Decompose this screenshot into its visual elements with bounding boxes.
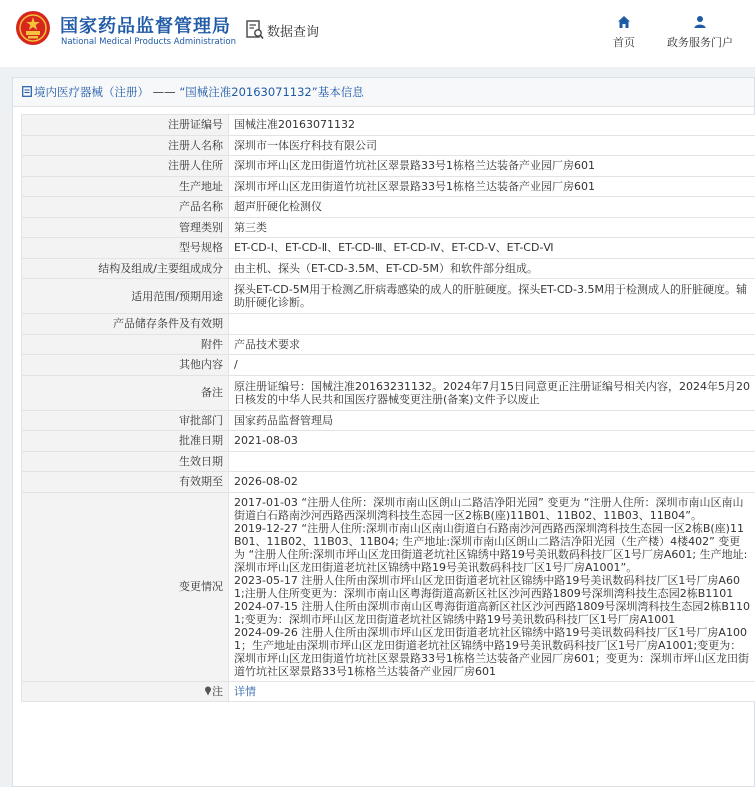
other-value: / bbox=[229, 355, 755, 376]
storage-value bbox=[229, 314, 755, 335]
row-label: 批准日期 bbox=[22, 431, 229, 452]
row-label: 注册证编号 bbox=[22, 115, 229, 136]
approval-dept-value: 国家药品监督管理局 bbox=[229, 410, 755, 431]
models-value: ET-CD-Ⅰ、ET-CD-Ⅱ、ET-CD-Ⅲ、ET-CD-Ⅳ、ET-CD-Ⅴ、ET-CD-Ⅵ bbox=[229, 238, 755, 259]
table-row bbox=[22, 314, 755, 335]
table-row bbox=[22, 355, 755, 376]
expiry-value: 2026-08-02 bbox=[229, 472, 755, 493]
registrant-addr-value: 深圳市坪山区龙田街道竹坑社区翠景路33号1栋格兰达装备产业园厂房601 bbox=[229, 156, 755, 177]
row-label: 附件 bbox=[22, 334, 229, 355]
row-label: 有效期至 bbox=[22, 472, 229, 493]
change-entry: 2024-07-15 注册人住所由深圳市南山区粤海街道高新区社区沙河西路1809号深圳湾科技生态园2栋B1101;变更为：深圳市坪山区龙田街道老坑社区锦绣中路19号美讯数码科技厂区1号厂房A1001 bbox=[234, 599, 750, 626]
national-emblem-icon[interactable] bbox=[15, 10, 51, 46]
effective-date-value bbox=[229, 451, 755, 472]
breadcrumb bbox=[13, 78, 754, 107]
nav-gov-service[interactable] bbox=[660, 15, 740, 50]
row-label: 注册人名称 bbox=[22, 135, 229, 156]
row-label: 注册人住所 bbox=[22, 156, 229, 177]
detail-table bbox=[21, 114, 755, 702]
structure-value: 由主机、探头（ET-CD-3.5M、ET-CD-5M）和软件部分组成。 bbox=[229, 258, 755, 279]
change-entry: 2017-01-03 “注册人住所：深圳市南山区朗山二路洁净阳光园” 变更为 “注册人住所：深圳市南山区南山街道白石路南沙河西路西深圳湾科技生态园一区2栋B(座)11B01、11B02、11B03、11B04”。 bbox=[234, 495, 744, 522]
row-label: 审批部门 bbox=[22, 410, 229, 431]
table-row bbox=[22, 431, 755, 452]
table-row bbox=[22, 197, 755, 218]
nav-home[interactable] bbox=[602, 15, 646, 50]
attachment-value: 产品技术要求 bbox=[229, 334, 755, 355]
breadcrumb-separator: —— bbox=[152, 85, 176, 99]
change-entry: 2019-12-27 “注册人住所:深圳市南山区南山街道白石路南沙河西路西深圳湾科技生态园一区2栋B(座)11B01、11B02、11B03、11B04; 生产地址:深圳市南山区朗山二路洁净阳光园（生产楼）4楼402” 变更为 “注册人住所:深圳市坪山区龙田街道老坑社区锦绣中路19号美讯数码科技厂区1号厂房A601; 生产地址:深圳市坪山区龙田街道老坑社区锦绣中路19号美讯数码科技厂区1号厂房A1001”。 bbox=[234, 521, 748, 574]
table-row bbox=[22, 410, 755, 431]
table-row bbox=[22, 492, 755, 681]
breadcrumb-section-link[interactable]: 境内医疗器械（注册） bbox=[34, 85, 149, 99]
row-label: 型号规格 bbox=[22, 238, 229, 259]
document-icon bbox=[22, 86, 32, 97]
site-name-cn[interactable]: 国家药品监督管理局 bbox=[60, 16, 231, 37]
table-row bbox=[22, 334, 755, 355]
scope-value: 探头ET-CD-5M用于检测乙肝病毒感染的成人的肝脏硬度。探头ET-CD-3.5M用于检测成人的肝脏硬度。辅助肝硬化诊断。 bbox=[229, 279, 755, 314]
detail-link[interactable]: 详情 bbox=[234, 684, 256, 698]
changes-value bbox=[229, 492, 755, 681]
site-name-en[interactable]: National Medical Products Administration bbox=[61, 37, 236, 47]
row-label: 生产地址 bbox=[22, 176, 229, 197]
home-icon bbox=[617, 15, 631, 29]
row-label: 产品名称 bbox=[22, 197, 229, 218]
table-row bbox=[22, 135, 755, 156]
product-name-value: 超声肝硬化检测仪 bbox=[229, 197, 755, 218]
note-label: 注 bbox=[212, 684, 223, 698]
note-value-cell bbox=[229, 681, 755, 702]
table-row bbox=[22, 258, 755, 279]
table-row bbox=[22, 681, 755, 702]
reg-no-value: 国械注准20163071132 bbox=[229, 115, 755, 136]
row-label: 生效日期 bbox=[22, 451, 229, 472]
change-entry: 2023-05-17 注册人住所由深圳市坪山区龙田街道老坑社区锦绣中路19号美讯数码科技厂区1号厂房A601;注册人住所变更为：深圳市南山区粤海街道高新区社区沙河西路1809号深圳湾科技生态园2栋B1101 bbox=[234, 573, 740, 600]
row-label: 备注 bbox=[22, 375, 229, 410]
row-label: 变更情况 bbox=[22, 492, 229, 681]
data-query-title[interactable]: 数据查询 bbox=[267, 25, 320, 40]
row-label: 其他内容 bbox=[22, 355, 229, 376]
category-value: 第三类 bbox=[229, 217, 755, 238]
table-row bbox=[22, 375, 755, 410]
row-label: 结构及组成/主要组成成分 bbox=[22, 258, 229, 279]
pin-icon bbox=[204, 686, 212, 696]
user-icon bbox=[693, 15, 707, 29]
remark-value: 原注册证编号：国械注准20163231132。2024年7月15日同意更正注册证编号相关内容，2024年5月20日核发的中华人民共和国医疗器械变更注册(备案)文件予以废止 bbox=[229, 375, 755, 410]
table-row bbox=[22, 115, 755, 136]
table-row bbox=[22, 279, 755, 314]
prod-addr-value: 深圳市坪山区龙田街道竹坑社区翠景路33号1栋格兰达装备产业园厂房601 bbox=[229, 176, 755, 197]
registrant-value: 深圳市一体医疗科技有限公司 bbox=[229, 135, 755, 156]
detail-panel bbox=[12, 77, 755, 787]
site-header bbox=[0, 0, 755, 62]
row-label: 管理类别 bbox=[22, 217, 229, 238]
table-row bbox=[22, 217, 755, 238]
table-row bbox=[22, 451, 755, 472]
nav-gov-service-label: 政务服务门户 bbox=[667, 36, 733, 49]
row-label: 产品储存条件及有效期 bbox=[22, 314, 229, 335]
table-row bbox=[22, 238, 755, 259]
table-row bbox=[22, 472, 755, 493]
nav-home-label: 首页 bbox=[613, 36, 635, 49]
document-search-icon bbox=[246, 20, 264, 40]
note-label-cell bbox=[22, 681, 229, 702]
row-label: 适用范围/预期用途 bbox=[22, 279, 229, 314]
table-row bbox=[22, 176, 755, 197]
approval-date-value: 2021-08-03 bbox=[229, 431, 755, 452]
breadcrumb-title: “国械注准20163071132”基本信息 bbox=[179, 85, 364, 99]
change-entry: 2024-09-26 注册人住所由深圳市坪山区龙田街道老坑社区锦绣中路19号美讯数码科技厂区1号厂房A1001；生产地址由深圳市坪山区龙田街道老坑社区锦绣中路19号美讯数码科技厂区1号厂房A1001;变更为：深圳市坪山区龙田街道竹坑社区翠景路33号1栋格兰达装备产业园厂房601；变更为：深圳市坪山区龙田街道竹坑社区翠景路33号1栋格兰达装备产业园厂房601 bbox=[234, 625, 749, 678]
table-row bbox=[22, 156, 755, 177]
